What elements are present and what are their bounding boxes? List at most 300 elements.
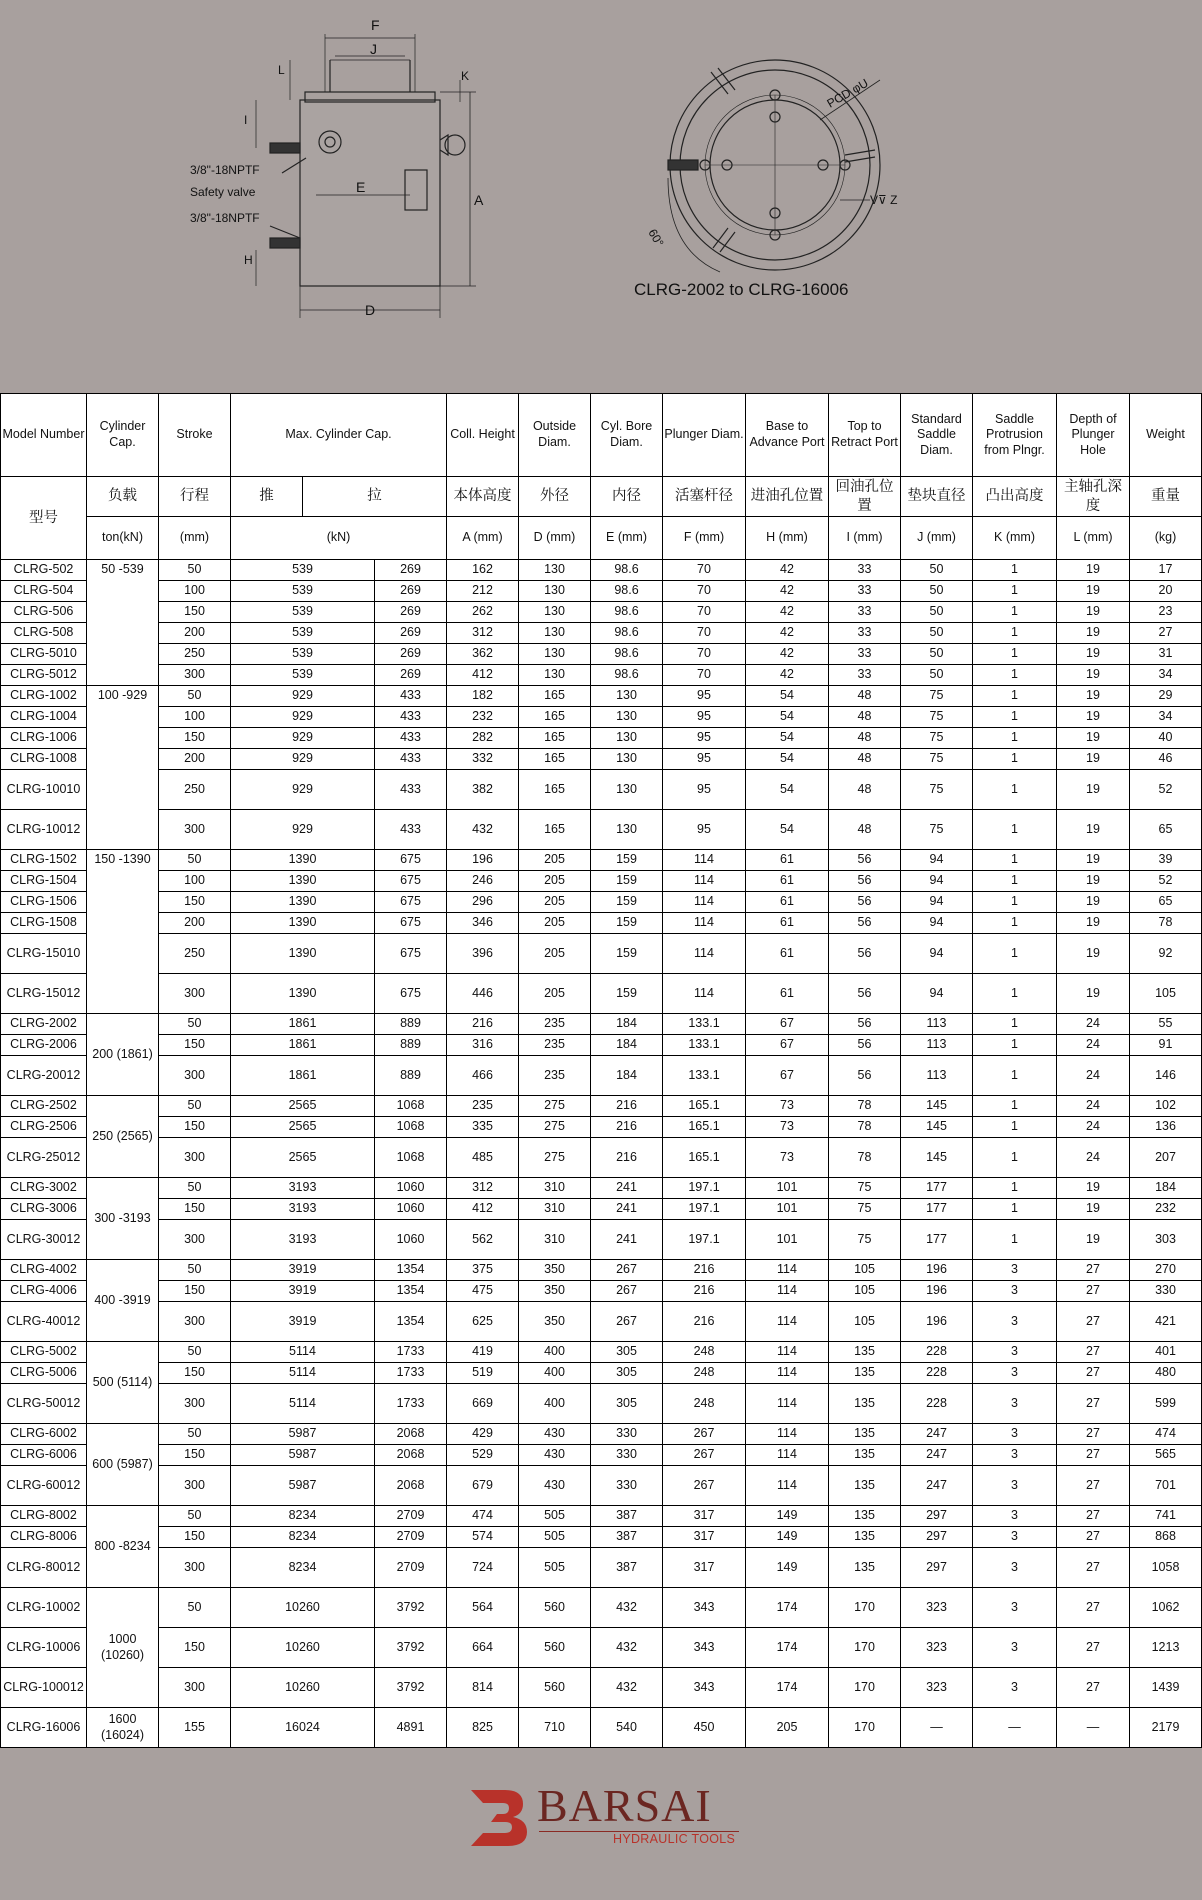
cap-cell: 250 (2565) xyxy=(87,1096,159,1178)
value-cell: 114 xyxy=(746,1363,829,1384)
value-cell: 929 xyxy=(231,749,375,770)
value-cell: 159 xyxy=(591,892,663,913)
value-cell: 135 xyxy=(829,1506,901,1527)
value-cell: 50 xyxy=(901,623,973,644)
value-cell: 3 xyxy=(973,1506,1057,1527)
value-cell: 300 xyxy=(159,1668,231,1708)
value-cell: 232 xyxy=(447,707,519,728)
unit-coll: A (mm) xyxy=(447,517,519,560)
model-cell: CLRG-1004 xyxy=(1,707,87,728)
value-cell: 216 xyxy=(663,1260,746,1281)
value-cell: 205 xyxy=(746,1708,829,1748)
value-cell: 267 xyxy=(663,1445,746,1466)
value-cell: — xyxy=(973,1708,1057,1748)
value-cell: 433 xyxy=(375,728,447,749)
unit-plunger: F (mm) xyxy=(663,517,746,560)
value-cell: 114 xyxy=(746,1384,829,1424)
unit-cap: ton(kN) xyxy=(87,517,159,560)
unit-depth: L (mm) xyxy=(1057,517,1130,560)
value-cell: 100 xyxy=(159,581,231,602)
model-cell: CLRG-6006 xyxy=(1,1445,87,1466)
value-cell: 1213 xyxy=(1130,1628,1202,1668)
value-cell: 1 xyxy=(973,1178,1057,1199)
value-cell: 50 xyxy=(901,665,973,686)
value-cell: 343 xyxy=(663,1588,746,1628)
value-cell: 1060 xyxy=(375,1220,447,1260)
hdr-cn-bore: 内径 xyxy=(591,477,663,517)
value-cell: 664 xyxy=(447,1628,519,1668)
model-cell: CLRG-10002 xyxy=(1,1588,87,1628)
value-cell: 196 xyxy=(901,1302,973,1342)
value-cell: 2709 xyxy=(375,1548,447,1588)
value-cell: 250 xyxy=(159,934,231,974)
value-cell: 70 xyxy=(663,560,746,581)
value-cell: 177 xyxy=(901,1199,973,1220)
value-cell: 145 xyxy=(901,1138,973,1178)
value-cell: 3 xyxy=(973,1363,1057,1384)
value-cell: 250 xyxy=(159,644,231,665)
value-cell: 466 xyxy=(447,1056,519,1096)
value-cell: 105 xyxy=(1130,974,1202,1014)
model-cell: CLRG-20012 xyxy=(1,1056,87,1096)
table-row xyxy=(1,1445,1202,1466)
value-cell: 400 xyxy=(519,1363,591,1384)
model-cell: CLRG-2002 xyxy=(1,1014,87,1035)
value-cell: 300 xyxy=(159,974,231,1014)
value-cell: 419 xyxy=(447,1342,519,1363)
value-cell: 267 xyxy=(663,1466,746,1506)
value-cell: 275 xyxy=(519,1096,591,1117)
value-cell: 50 xyxy=(901,644,973,665)
value-cell: 300 xyxy=(159,1302,231,1342)
table-row xyxy=(1,850,1202,871)
value-cell: 75 xyxy=(901,810,973,850)
value-cell: 19 xyxy=(1057,1199,1130,1220)
value-cell: 34 xyxy=(1130,707,1202,728)
cap-cell: 200 (1861) xyxy=(87,1014,159,1096)
table-row xyxy=(1,810,1202,850)
table-row xyxy=(1,644,1202,665)
value-cell: 562 xyxy=(447,1220,519,1260)
value-cell: 216 xyxy=(663,1281,746,1302)
value-cell: 50 xyxy=(159,850,231,871)
value-cell: 165 xyxy=(519,749,591,770)
cap-cell: 500 (5114) xyxy=(87,1342,159,1424)
value-cell: 228 xyxy=(901,1384,973,1424)
value-cell: 19 xyxy=(1057,1220,1130,1260)
value-cell: 3 xyxy=(973,1281,1057,1302)
table-row xyxy=(1,1506,1202,1527)
value-cell: 741 xyxy=(1130,1506,1202,1527)
value-cell: 248 xyxy=(663,1342,746,1363)
dim-j-label: J xyxy=(370,41,377,57)
table-row xyxy=(1,749,1202,770)
value-cell: 1068 xyxy=(375,1138,447,1178)
table-row xyxy=(1,1588,1202,1628)
value-cell: 432 xyxy=(591,1588,663,1628)
value-cell: 19 xyxy=(1057,934,1130,974)
value-cell: 65 xyxy=(1130,810,1202,850)
value-cell: 56 xyxy=(829,913,901,934)
value-cell: 296 xyxy=(447,892,519,913)
value-cell: 3 xyxy=(973,1527,1057,1548)
model-cell: CLRG-502 xyxy=(1,560,87,581)
value-cell: 20 xyxy=(1130,581,1202,602)
value-cell: 114 xyxy=(663,892,746,913)
value-cell: 29 xyxy=(1130,686,1202,707)
value-cell: 19 xyxy=(1057,913,1130,934)
value-cell: 5987 xyxy=(231,1445,375,1466)
safety-valve-callout: Safety valve xyxy=(190,185,256,199)
value-cell: 52 xyxy=(1130,871,1202,892)
value-cell: 1 xyxy=(973,810,1057,850)
table-row xyxy=(1,560,1202,581)
value-cell: 1733 xyxy=(375,1342,447,1363)
value-cell: 539 xyxy=(231,602,375,623)
value-cell: 247 xyxy=(901,1445,973,1466)
value-cell: 669 xyxy=(447,1384,519,1424)
value-cell: 1861 xyxy=(231,1035,375,1056)
value-cell: 1 xyxy=(973,850,1057,871)
cap-cell: 100 -929 xyxy=(87,686,159,850)
value-cell: 75 xyxy=(901,749,973,770)
value-cell: 50 xyxy=(159,1096,231,1117)
value-cell: 317 xyxy=(663,1506,746,1527)
value-cell: 135 xyxy=(829,1384,901,1424)
value-cell: 433 xyxy=(375,770,447,810)
table-row xyxy=(1,1384,1202,1424)
hdr-depth: Depth of Plunger Hole xyxy=(1057,394,1130,477)
value-cell: 165 xyxy=(519,728,591,749)
value-cell: 565 xyxy=(1130,1445,1202,1466)
table-row xyxy=(1,1302,1202,1342)
value-cell: 98.6 xyxy=(591,602,663,623)
value-cell: 1 xyxy=(973,974,1057,1014)
value-cell: 27 xyxy=(1057,1384,1130,1424)
value-cell: 429 xyxy=(447,1424,519,1445)
value-cell: 267 xyxy=(591,1302,663,1342)
value-cell: 19 xyxy=(1057,770,1130,810)
value-cell: 177 xyxy=(901,1220,973,1260)
value-cell: 135 xyxy=(829,1527,901,1548)
value-cell: 889 xyxy=(375,1014,447,1035)
value-cell: 929 xyxy=(231,770,375,810)
value-cell: 27 xyxy=(1057,1424,1130,1445)
value-cell: 19 xyxy=(1057,665,1130,686)
value-cell: 114 xyxy=(746,1260,829,1281)
value-cell: 42 xyxy=(746,623,829,644)
dim-h-label: H xyxy=(244,253,253,267)
value-cell: 216 xyxy=(591,1096,663,1117)
value-cell: 105 xyxy=(829,1302,901,1342)
value-cell: 250 xyxy=(159,770,231,810)
value-cell: 228 xyxy=(901,1363,973,1384)
value-cell: 1 xyxy=(973,686,1057,707)
value-cell: 130 xyxy=(591,686,663,707)
hdr-cn-plunger: 活塞杆径 xyxy=(663,477,746,517)
value-cell: 39 xyxy=(1130,850,1202,871)
value-cell: 1 xyxy=(973,560,1057,581)
value-cell: 10260 xyxy=(231,1588,375,1628)
value-cell: 1439 xyxy=(1130,1668,1202,1708)
value-cell: 297 xyxy=(901,1506,973,1527)
value-cell: 505 xyxy=(519,1527,591,1548)
value-cell: 10260 xyxy=(231,1668,375,1708)
value-cell: 75 xyxy=(901,728,973,749)
value-cell: 267 xyxy=(591,1260,663,1281)
value-cell: 4891 xyxy=(375,1708,447,1748)
value-cell: 24 xyxy=(1057,1117,1130,1138)
value-cell: 197.1 xyxy=(663,1220,746,1260)
value-cell: 3 xyxy=(973,1445,1057,1466)
value-cell: 3193 xyxy=(231,1220,375,1260)
value-cell: 235 xyxy=(447,1096,519,1117)
value-cell: 54 xyxy=(746,770,829,810)
value-cell: 929 xyxy=(231,686,375,707)
cap-cell: 600 (5987) xyxy=(87,1424,159,1506)
value-cell: 235 xyxy=(519,1035,591,1056)
value-cell: 2068 xyxy=(375,1466,447,1506)
value-cell: 50 xyxy=(159,686,231,707)
value-cell: 889 xyxy=(375,1056,447,1096)
value-cell: 48 xyxy=(829,686,901,707)
table-row xyxy=(1,1199,1202,1220)
value-cell: 248 xyxy=(663,1363,746,1384)
value-cell: 133.1 xyxy=(663,1014,746,1035)
value-cell: 1390 xyxy=(231,934,375,974)
value-cell: 346 xyxy=(447,913,519,934)
value-cell: 1354 xyxy=(375,1302,447,1342)
table-row xyxy=(1,686,1202,707)
value-cell: 539 xyxy=(231,623,375,644)
value-cell: 50 xyxy=(159,1260,231,1281)
value-cell: 70 xyxy=(663,623,746,644)
value-cell: 297 xyxy=(901,1527,973,1548)
hdr-cn-cap: 负载 xyxy=(87,477,159,517)
value-cell: 2179 xyxy=(1130,1708,1202,1748)
value-cell: 70 xyxy=(663,644,746,665)
value-cell: 135 xyxy=(829,1548,901,1588)
model-cell: CLRG-2506 xyxy=(1,1117,87,1138)
model-cell: CLRG-4002 xyxy=(1,1260,87,1281)
value-cell: 19 xyxy=(1057,749,1130,770)
value-cell: 305 xyxy=(591,1363,663,1384)
value-cell: 3 xyxy=(973,1260,1057,1281)
value-cell: 505 xyxy=(519,1506,591,1527)
table-row xyxy=(1,1281,1202,1302)
value-cell: 343 xyxy=(663,1628,746,1668)
value-cell: 246 xyxy=(447,871,519,892)
value-cell: 130 xyxy=(519,665,591,686)
value-cell: 305 xyxy=(591,1384,663,1424)
value-cell: 113 xyxy=(901,1035,973,1056)
value-cell: 130 xyxy=(591,707,663,728)
value-cell: 146 xyxy=(1130,1056,1202,1096)
value-cell: 42 xyxy=(746,602,829,623)
value-cell: 54 xyxy=(746,810,829,850)
value-cell: 303 xyxy=(1130,1220,1202,1260)
value-cell: 270 xyxy=(1130,1260,1202,1281)
value-cell: 98.6 xyxy=(591,623,663,644)
value-cell: 105 xyxy=(829,1281,901,1302)
value-cell: 1 xyxy=(973,1138,1057,1178)
value-cell: 197.1 xyxy=(663,1178,746,1199)
brand-logo xyxy=(465,1780,745,1850)
value-cell: 98.6 xyxy=(591,560,663,581)
table-row xyxy=(1,1096,1202,1117)
hdr-bore: Cyl. Bore Diam. xyxy=(591,394,663,477)
value-cell: 196 xyxy=(901,1281,973,1302)
table-row xyxy=(1,934,1202,974)
value-cell: 599 xyxy=(1130,1384,1202,1424)
value-cell: 150 xyxy=(159,1527,231,1548)
value-cell: 679 xyxy=(447,1466,519,1506)
table-row xyxy=(1,1056,1202,1096)
barsai-logo-icon xyxy=(465,1786,535,1850)
value-cell: 205 xyxy=(519,974,591,1014)
model-cell: CLRG-100012 xyxy=(1,1668,87,1708)
value-cell: 297 xyxy=(901,1548,973,1588)
unit-od: D (mm) xyxy=(519,517,591,560)
value-cell: 539 xyxy=(231,581,375,602)
value-cell: 102 xyxy=(1130,1096,1202,1117)
table-row xyxy=(1,892,1202,913)
v-z-label: V⊽ Z xyxy=(870,193,898,207)
value-cell: 23 xyxy=(1130,602,1202,623)
value-cell: 165 xyxy=(519,810,591,850)
unit-stroke: (mm) xyxy=(159,517,231,560)
value-cell: 65 xyxy=(1130,892,1202,913)
value-cell: 5114 xyxy=(231,1384,375,1424)
value-cell: 539 xyxy=(231,644,375,665)
value-cell: 56 xyxy=(829,1014,901,1035)
drawing-caption: CLRG-2002 to CLRG-16006 xyxy=(634,280,849,299)
table-row xyxy=(1,1260,1202,1281)
value-cell: 150 xyxy=(159,1199,231,1220)
value-cell: 27 xyxy=(1057,1363,1130,1384)
table-row xyxy=(1,1466,1202,1506)
value-cell: 75 xyxy=(901,770,973,810)
value-cell: 1 xyxy=(973,871,1057,892)
model-cell: CLRG-1508 xyxy=(1,913,87,934)
model-cell: CLRG-50012 xyxy=(1,1384,87,1424)
value-cell: 114 xyxy=(663,850,746,871)
value-cell: 42 xyxy=(746,665,829,686)
value-cell: 165.1 xyxy=(663,1117,746,1138)
value-cell: 184 xyxy=(591,1056,663,1096)
value-cell: 159 xyxy=(591,974,663,1014)
table-row xyxy=(1,1014,1202,1035)
model-cell: CLRG-30012 xyxy=(1,1220,87,1260)
value-cell: 1062 xyxy=(1130,1588,1202,1628)
hdr-cn-pull: 拉 xyxy=(303,477,447,517)
value-cell: 2565 xyxy=(231,1117,375,1138)
value-cell: 159 xyxy=(591,913,663,934)
value-cell: 1 xyxy=(973,728,1057,749)
value-cell: 150 xyxy=(159,602,231,623)
value-cell: 94 xyxy=(901,892,973,913)
value-cell: 61 xyxy=(746,934,829,974)
value-cell: 95 xyxy=(663,770,746,810)
value-cell: 75 xyxy=(901,686,973,707)
value-cell: 150 xyxy=(159,1445,231,1466)
value-cell: 317 xyxy=(663,1548,746,1588)
value-cell: 269 xyxy=(375,644,447,665)
value-cell: 10260 xyxy=(231,1628,375,1668)
model-cell: CLRG-40012 xyxy=(1,1302,87,1342)
value-cell: 323 xyxy=(901,1668,973,1708)
value-cell: 165 xyxy=(519,707,591,728)
value-cell: 105 xyxy=(829,1260,901,1281)
value-cell: 330 xyxy=(591,1445,663,1466)
value-cell: 929 xyxy=(231,810,375,850)
pcd-label: PCD φU xyxy=(824,75,871,111)
value-cell: 401 xyxy=(1130,1342,1202,1363)
value-cell: 19 xyxy=(1057,850,1130,871)
value-cell: 34 xyxy=(1130,665,1202,686)
value-cell: 1 xyxy=(973,1056,1057,1096)
value-cell: 24 xyxy=(1057,1056,1130,1096)
value-cell: 216 xyxy=(591,1117,663,1138)
value-cell: 300 xyxy=(159,1056,231,1096)
value-cell: 48 xyxy=(829,749,901,770)
model-cell: CLRG-15010 xyxy=(1,934,87,974)
value-cell: 98.6 xyxy=(591,665,663,686)
hdr-weight: Weight xyxy=(1130,394,1202,477)
value-cell: 400 xyxy=(519,1384,591,1424)
table-row xyxy=(1,1548,1202,1588)
value-cell: 8234 xyxy=(231,1527,375,1548)
value-cell: 675 xyxy=(375,913,447,934)
value-cell: 40 xyxy=(1130,728,1202,749)
value-cell: 50 xyxy=(159,1506,231,1527)
value-cell: 1861 xyxy=(231,1056,375,1096)
value-cell: 430 xyxy=(519,1466,591,1506)
hdr-max: Max. Cylinder Cap. xyxy=(231,394,447,477)
value-cell: 75 xyxy=(901,707,973,728)
value-cell: 33 xyxy=(829,665,901,686)
model-cell: CLRG-1006 xyxy=(1,728,87,749)
value-cell: 33 xyxy=(829,581,901,602)
value-cell: 1390 xyxy=(231,850,375,871)
value-cell: 560 xyxy=(519,1668,591,1708)
model-cell: CLRG-2006 xyxy=(1,1035,87,1056)
value-cell: 310 xyxy=(519,1199,591,1220)
value-cell: 24 xyxy=(1057,1096,1130,1117)
value-cell: 114 xyxy=(746,1281,829,1302)
value-cell: 317 xyxy=(663,1527,746,1548)
value-cell: 387 xyxy=(591,1548,663,1588)
model-cell: CLRG-5006 xyxy=(1,1363,87,1384)
value-cell: 19 xyxy=(1057,644,1130,665)
value-cell: 724 xyxy=(447,1548,519,1588)
hdr-cn-prot: 凸出高度 xyxy=(973,477,1057,517)
hdr-cap: Cylinder Cap. xyxy=(87,394,159,477)
value-cell: 78 xyxy=(829,1096,901,1117)
model-cell: CLRG-60012 xyxy=(1,1466,87,1506)
value-cell: 170 xyxy=(829,1708,901,1748)
value-cell: 432 xyxy=(591,1668,663,1708)
value-cell: 3 xyxy=(973,1384,1057,1424)
value-cell: 46 xyxy=(1130,749,1202,770)
model-cell: CLRG-5012 xyxy=(1,665,87,686)
value-cell: 150 xyxy=(159,1117,231,1138)
value-cell: 150 xyxy=(159,1281,231,1302)
value-cell: 155 xyxy=(159,1708,231,1748)
spec-table xyxy=(0,393,1202,1748)
value-cell: 174 xyxy=(746,1628,829,1668)
value-cell: 485 xyxy=(447,1138,519,1178)
